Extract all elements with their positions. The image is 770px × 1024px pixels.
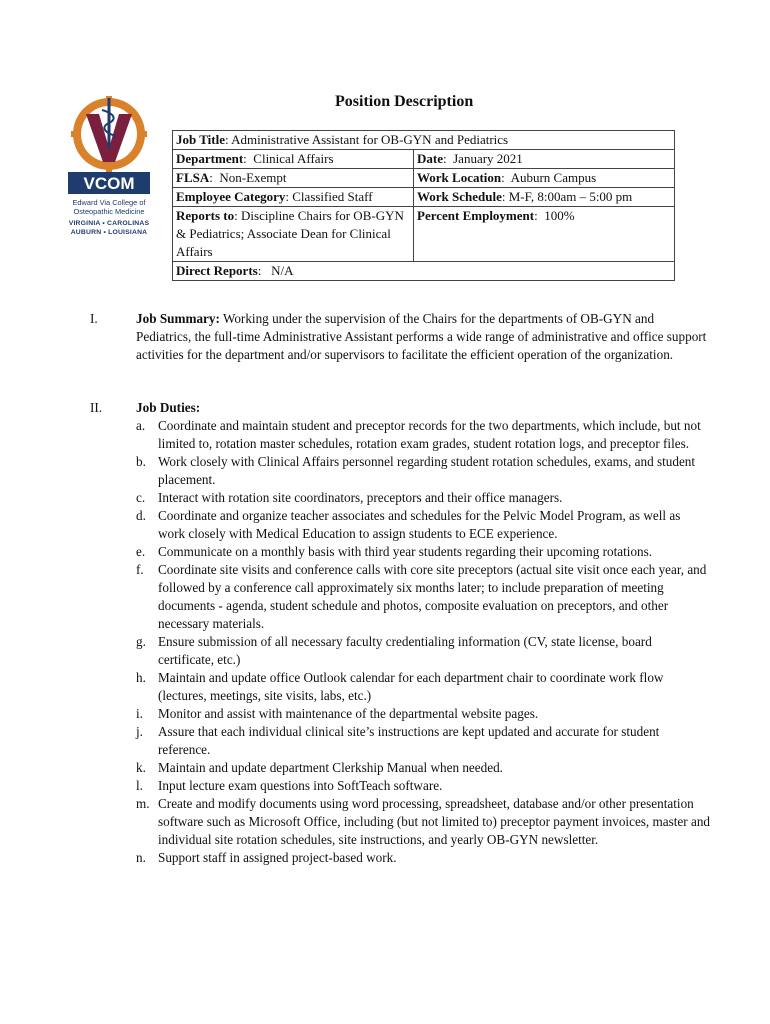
date-cell: Date: January 2021 xyxy=(414,150,675,169)
category-value: Classified Staff xyxy=(292,189,373,204)
list-item xyxy=(136,705,710,723)
list-item-letter: i. xyxy=(136,706,143,721)
job-summary-section xyxy=(90,310,710,364)
percent-cell: Percent Employment: 100% xyxy=(414,207,675,262)
logo-subtitle: Edward Via College of Osteopathic Medicine xyxy=(72,198,146,216)
job-duties-section xyxy=(90,399,710,867)
list-item-letter: g. xyxy=(136,634,146,649)
flsa-cell: FLSA: Non-Exempt xyxy=(173,169,414,188)
reports-to-value: Discipline Chairs for OB-GYN & Pediatrics; Associate Dean for Clinical Affairs xyxy=(176,208,404,259)
vcom-emblem-icon xyxy=(66,96,152,196)
reports-to-cell: Reports to: Discipline Chairs for OB-GYN & Pediatrics; Associate Dean for Clinical Affairs xyxy=(173,207,414,262)
list-item-text: Create and modify documents using word processing, spreadsheet, database and/or other presentation software such as Microsoft Office, including (but not limited to) preceptor payment invoices, master and individual site rotation schedules, site instructions, and yearly OB-GYN newsletter. xyxy=(158,796,711,847)
logo-locations: VIRGINIA • CAROLINAS AUBURN • LOUISIANA xyxy=(68,220,150,236)
section-number: I. xyxy=(90,311,98,326)
list-item-text: Assure that each individual clinical site’s instructions are kept updated and accurate for student reference. xyxy=(158,724,660,757)
schedule-label: Work Schedule xyxy=(417,189,502,204)
list-item xyxy=(136,723,710,759)
direct-reports-value: N/A xyxy=(271,263,294,278)
job-summary-heading: Job Summary: xyxy=(136,311,220,326)
list-item-letter: l. xyxy=(136,778,143,793)
direct-reports-cell: Direct Reports: N/A xyxy=(173,262,675,281)
list-item-text: Input lecture exam questions into SoftTeach software. xyxy=(158,778,443,793)
list-item-text: Support staff in assigned project-based work. xyxy=(158,850,397,865)
list-item-letter: a. xyxy=(136,418,146,433)
date-value: January 2021 xyxy=(453,151,523,166)
list-item-letter: b. xyxy=(136,454,146,469)
percent-value: 100% xyxy=(544,208,575,223)
list-item xyxy=(136,795,710,849)
list-item xyxy=(136,633,710,669)
department-label: Department xyxy=(176,151,244,166)
category-label: Employee Category xyxy=(176,189,286,204)
list-item-text: Maintain and update office Outlook calendar for each department chair to coordinate work flow (lectures, meetings, site visits, labs, etc.) xyxy=(158,670,664,703)
list-item xyxy=(136,453,710,489)
job-summary-text: Working under the supervision of the Chairs for the departments of OB-GYN and Pediatrics, the full-time Administrative Assistant performs a wide range of administrative and office support activities for the department and/or supervisors to facilitate the efficient operation of the organization. xyxy=(136,311,707,362)
category-cell: Employee Category: Classified Staff xyxy=(173,188,414,207)
flsa-value: Non-Exempt xyxy=(219,170,287,185)
list-item xyxy=(136,759,710,777)
list-item-text: Coordinate site visits and conference calls with core site preceptors (actual site visit once each year, and followed by a conference call approximately six months later; to include preparation of meeting documents - agenda, student schedule and photos, composite evaluation on preceptors, and other necessary materials. xyxy=(158,562,707,631)
list-item-letter: c. xyxy=(136,490,146,505)
list-item-text: Interact with rotation site coordinators, preceptors and their office managers. xyxy=(158,490,563,505)
list-item xyxy=(136,507,710,543)
direct-reports-label: Direct Reports xyxy=(176,263,258,278)
list-item-text: Maintain and update department Clerkship Manual when needed. xyxy=(158,760,503,775)
schedule-value: M-F, 8:00am – 5:00 pm xyxy=(508,189,633,204)
list-item xyxy=(136,669,710,705)
list-item-text: Coordinate and organize teacher associates and schedules for the Pelvic Model Program, as well as work closely with Medical Education to assign students to ECE experience. xyxy=(158,508,681,541)
list-item-text: Coordinate and maintain student and preceptor records for the two departments, which include, but not limited to, rotation master schedules, rotation exam grades, student rotation logs, and preceptor files. xyxy=(158,418,701,451)
schedule-cell: Work Schedule: M-F, 8:00am – 5:00 pm xyxy=(414,188,675,207)
vcom-logo xyxy=(66,96,152,237)
list-item-letter: e. xyxy=(136,544,146,559)
list-item xyxy=(136,489,710,507)
section-number: II. xyxy=(90,400,103,415)
location-value: Auburn Campus xyxy=(510,170,597,185)
list-item xyxy=(136,849,710,867)
list-item-text: Work closely with Clinical Affairs personnel regarding student rotation schedules, exams, and student placement. xyxy=(158,454,696,487)
page-title: Position Description xyxy=(335,93,474,110)
list-item-letter: j. xyxy=(136,724,143,739)
position-info-table xyxy=(172,130,675,281)
reports-to-label: Reports to xyxy=(176,208,235,223)
list-item-text: Communicate on a monthly basis with third year students regarding their upcoming rotations. xyxy=(158,544,653,559)
list-item-letter: m. xyxy=(136,796,150,811)
logo-wordmark: VCOM xyxy=(83,174,135,193)
flsa-label: FLSA xyxy=(176,170,210,185)
job-title-value: Administrative Assistant for OB-GYN and Pediatrics xyxy=(231,132,509,147)
list-item-letter: h. xyxy=(136,670,146,685)
list-item-text: Ensure submission of all necessary faculty credentialing information (CV, state license, board certificate, etc.) xyxy=(158,634,652,667)
list-item-letter: n. xyxy=(136,850,146,865)
job-title-cell: Job Title: Administrative Assistant for OB-GYN and Pediatrics xyxy=(173,131,675,150)
list-item xyxy=(136,777,710,795)
job-title-label: Job Title xyxy=(176,132,226,147)
list-item-letter: d. xyxy=(136,508,146,523)
job-duties-heading: Job Duties: xyxy=(136,400,201,415)
department-value: Clinical Affairs xyxy=(253,151,334,166)
location-label: Work Location xyxy=(417,170,502,185)
percent-label: Percent Employment xyxy=(417,208,535,223)
list-item xyxy=(136,543,710,561)
location-cell: Work Location: Auburn Campus xyxy=(414,169,675,188)
duties-list xyxy=(136,417,710,867)
list-item-text: Monitor and assist with maintenance of the departmental website pages. xyxy=(158,706,539,721)
list-item xyxy=(136,561,710,633)
department-cell: Department: Clinical Affairs xyxy=(173,150,414,169)
date-label: Date xyxy=(417,151,443,166)
list-item xyxy=(136,417,710,453)
list-item-letter: k. xyxy=(136,760,146,775)
list-item-letter: f. xyxy=(136,562,144,577)
